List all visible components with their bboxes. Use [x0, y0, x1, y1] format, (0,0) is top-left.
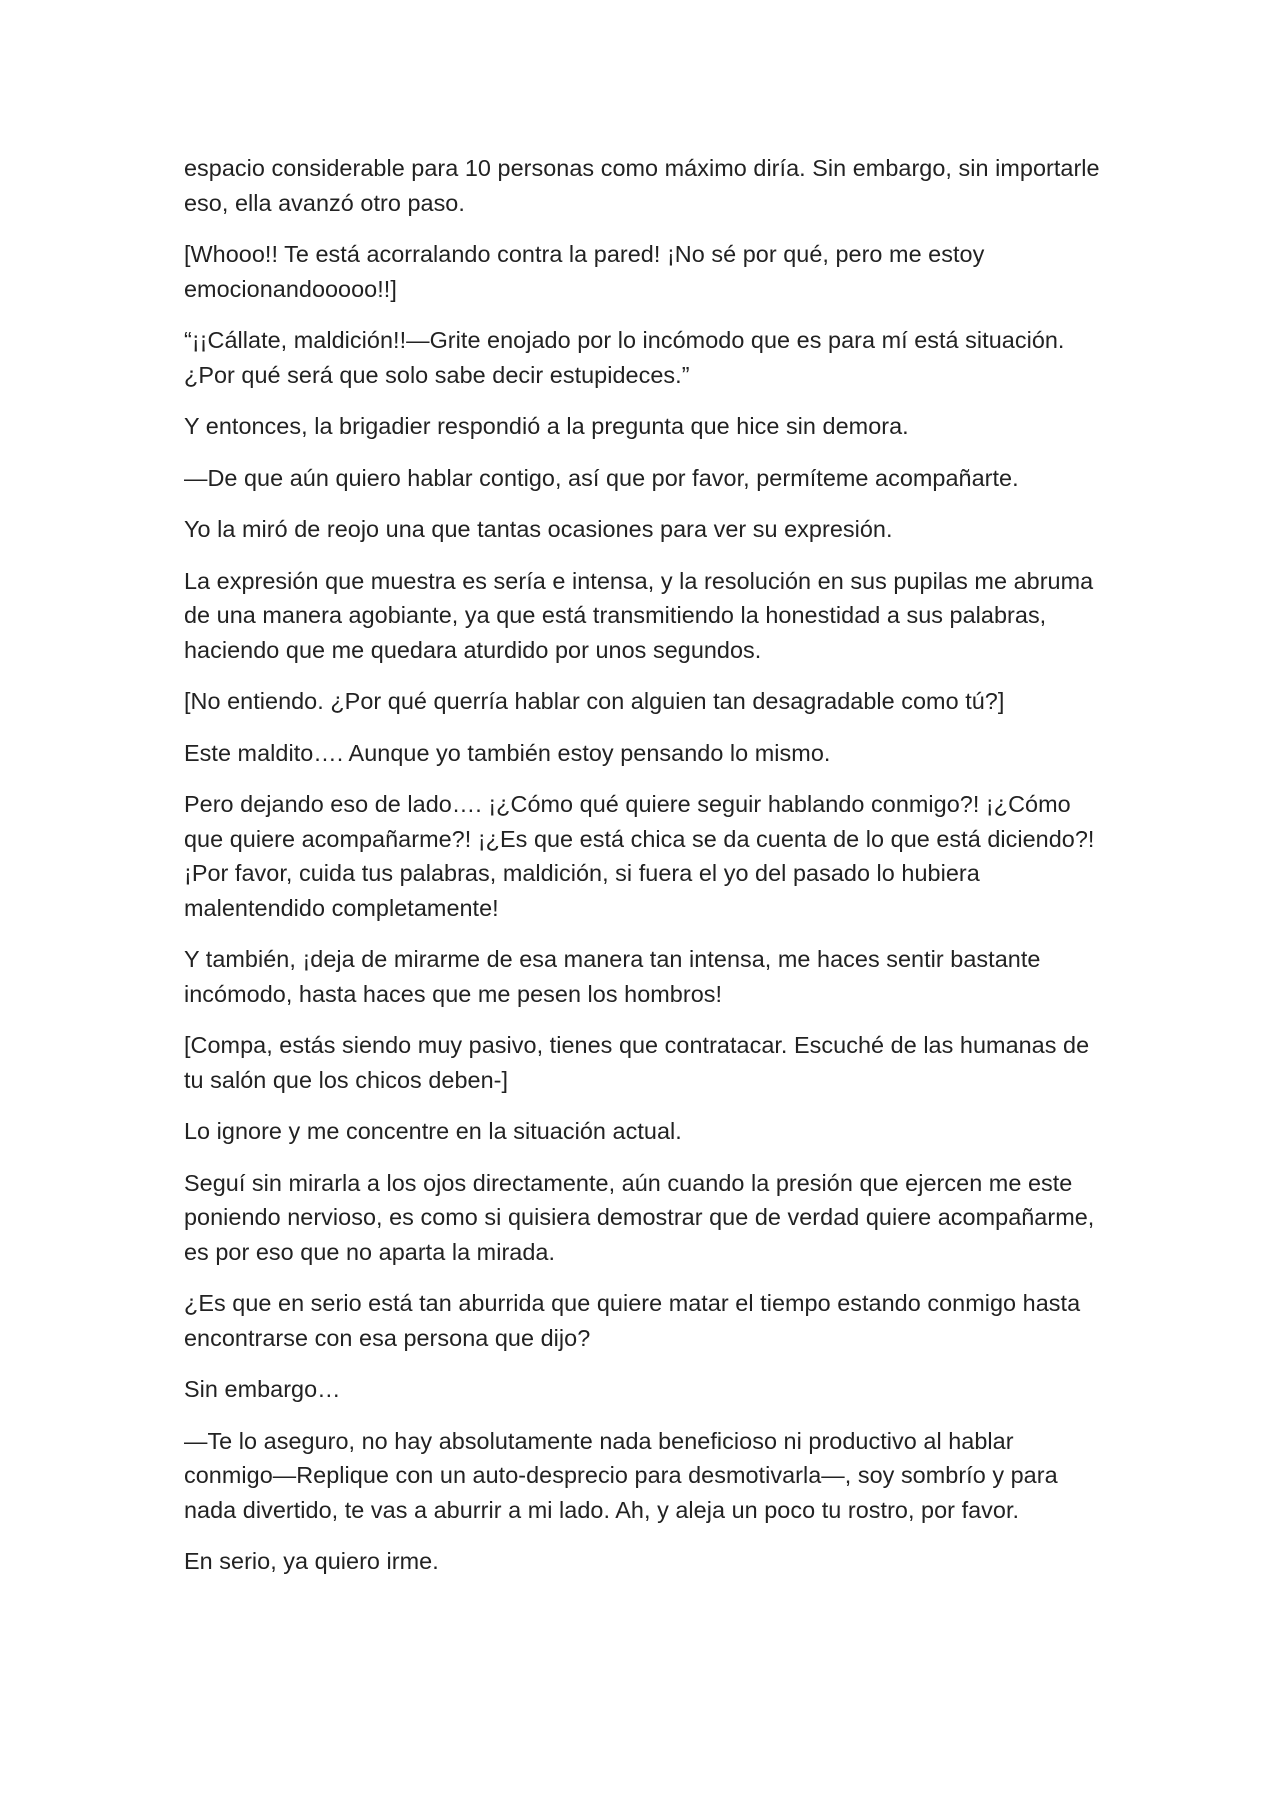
- paragraph: Lo ignore y me concentre en la situación actual.: [184, 1118, 682, 1144]
- paragraph: En serio, ya quiero irme.: [184, 1548, 439, 1574]
- paragraph: [Whooo!! Te está acorralando contra la pared! ¡No sé por qué, pero me estoy emocionandooooo!!]: [184, 241, 985, 302]
- paragraph: Yo la miró de reojo una que tantas ocasiones para ver su expresión.: [184, 516, 893, 542]
- paragraph: —De que aún quiero hablar contigo, así que por favor, permíteme acompañarte.: [184, 464, 1019, 491]
- paragraph: Y también, ¡deja de mirarme de esa manera tan intensa, me haces sentir bastante incómodo, hasta haces que me pesen los hombros!: [184, 946, 1041, 1007]
- paragraph: Sin embargo…: [184, 1376, 341, 1402]
- paragraph: —Te lo aseguro, no hay absolutamente nada beneficioso ni productivo al hablar conmigo—Replique con un auto-desprecio para desmotivarla—, soy sombrío y para nada divertido, te vas a aburrir a mi lado. Ah, y aleja un poco tu rostro, por favor.: [184, 1427, 1058, 1523]
- paragraph: “¡¡Cállate, maldición!!—Grite enojado por lo incómodo que es para mí está situación. ¿Por qué será que solo sabe decir estupideces.”: [184, 327, 1065, 388]
- paragraph: Este maldito…. Aunque yo también estoy pensando lo mismo.: [184, 739, 831, 766]
- paragraph: [No entiendo. ¿Por qué querría hablar con alguien tan desagradable como tú?]: [184, 688, 1005, 714]
- paragraph: La expresión que muestra es sería e intensa, y la resolución en sus pupilas me abruma de una manera agobiante, ya que está transmitiendo la honestidad a sus palabras, haciendo que me quedara aturdido por unos segundos.: [184, 567, 1094, 663]
- paragraph: espacio considerable para 10 personas como máximo diría. Sin embargo, sin importarle eso, ella avanzó otro paso.: [184, 155, 1100, 216]
- paragraph: [Compa, estás siendo muy pasivo, tienes que contratacar. Escuché de las humanas de tu salón que los chicos deben-]: [184, 1032, 1090, 1093]
- paragraph: Pero dejando eso de lado…. ¡¿Cómo qué quiere seguir hablando conmigo?! ¡¿Cómo que quiere acompañarme?! ¡¿Es que está chica se da cuenta de lo que está diciendo?! ¡Por favor, cuida tus palabras, maldición, si fuera el yo del pasado lo hubiera malentendido completamente!: [184, 791, 1095, 921]
- paragraph: Seguí sin mirarla a los ojos directamente, aún cuando la presión que ejercen me este poniendo nervioso, es como si quisiera demostrar que de verdad quiere acompañarme, es por eso que no aparta la mirada.: [184, 1169, 1095, 1265]
- paragraph: Y entonces, la brigadier respondió a la pregunta que hice sin demora.: [184, 413, 909, 439]
- paragraph: ¿Es que en serio está tan aburrida que quiere matar el tiempo estando conmigo hasta encontrarse con esa persona que dijo?: [184, 1290, 1081, 1351]
- document-body: [184, 151, 1100, 1596]
